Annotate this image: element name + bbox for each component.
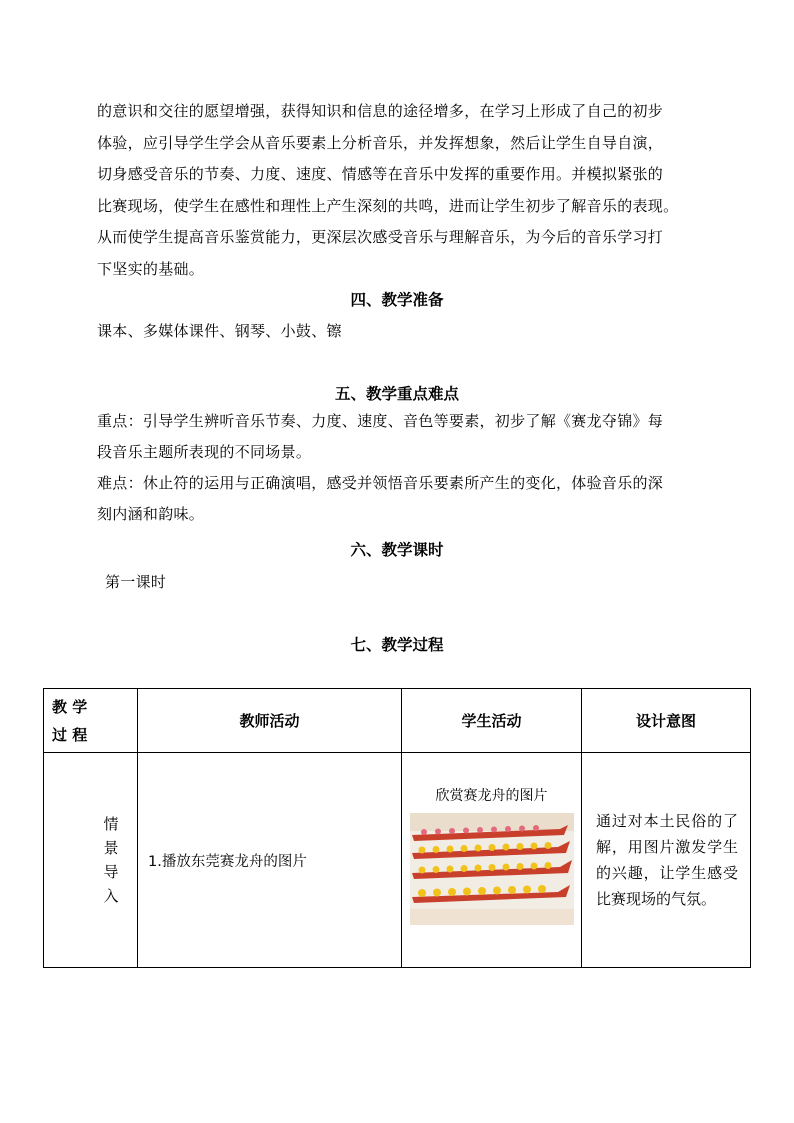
intro-line: 下坚实的基础。	[97, 259, 205, 278]
intro-line: 体验，应引导学生学会从音乐要素上分析音乐，并发挥想象，然后让学生自导自演，	[97, 133, 664, 152]
key-points-paragraph	[97, 406, 697, 530]
stage-char: 景	[103, 839, 119, 857]
teacher-activity-cell: 1.播放东莞赛龙舟的图片	[138, 753, 402, 968]
intro-line: 从而使学生提高音乐鉴赏能力，更深层次感受音乐与理解音乐，为今后的音乐学习打	[97, 228, 664, 246]
key-point-line: 重点：引导学生辨听音乐节奏、力度、速度、音色等要素，初步了解《赛龙夺锦》每	[97, 412, 664, 430]
section-heading-lesson-hours: 六、教学课时	[350, 541, 444, 559]
intro-line: 比赛现场，使学生在感性和理性上产生深刻的共鸣，进而让学生初步了解音乐的表现。	[97, 196, 679, 215]
stage-cell	[44, 753, 138, 968]
preparation-text: 课本、多媒体课件、钢琴、小鼓、镲	[97, 322, 342, 340]
header-student-activity: 学生活动	[402, 689, 582, 753]
stage-char: 入	[103, 887, 119, 905]
intro-line: 的意识和交往的愿望增强，获得知识和信息的途径增多，在学习上形成了自己的初步	[97, 102, 664, 120]
dragon-boat-photo	[410, 813, 574, 925]
table-header-row	[44, 689, 751, 753]
key-point-line: 段音乐主题所表现的不同场景。	[97, 443, 312, 461]
student-activity-text: 欣赏赛龙舟的图片	[435, 788, 548, 804]
difficulty-line: 刻内涵和韵味。	[97, 505, 205, 523]
section-heading-preparation: 四、教学准备	[350, 291, 444, 309]
section-heading-process: 七、教学过程	[350, 636, 444, 654]
teaching-process-table	[43, 688, 751, 968]
section-heading-key-points: 五、教学重点难点	[334, 385, 459, 403]
header-process-line1: 教 学	[52, 697, 88, 716]
design-intent-cell: 通过对本土民俗的了解，用图片激发学生的兴趣，让学生感受比赛现场的气氛。	[582, 753, 751, 968]
stage-char: 情	[103, 815, 119, 833]
table-row	[44, 753, 751, 968]
intro-line: 切身感受音乐的节奏、力度、速度、情感等在音乐中发挥的重要作用。并模拟紧张的	[97, 165, 664, 183]
header-process	[44, 689, 138, 753]
lesson-hours-text: 第一课时	[105, 573, 167, 591]
student-activity-cell	[402, 753, 582, 968]
stage-char: 导	[103, 863, 119, 881]
header-teacher-activity: 教师活动	[138, 689, 402, 753]
header-design-intent: 设计意图	[582, 689, 751, 753]
intro-paragraph	[97, 96, 697, 285]
difficulty-line: 难点：休止符的运用与正确演唱，感受并领悟音乐要素所产生的变化，体验音乐的深	[97, 474, 664, 492]
header-process-line2: 过 程	[52, 725, 88, 744]
